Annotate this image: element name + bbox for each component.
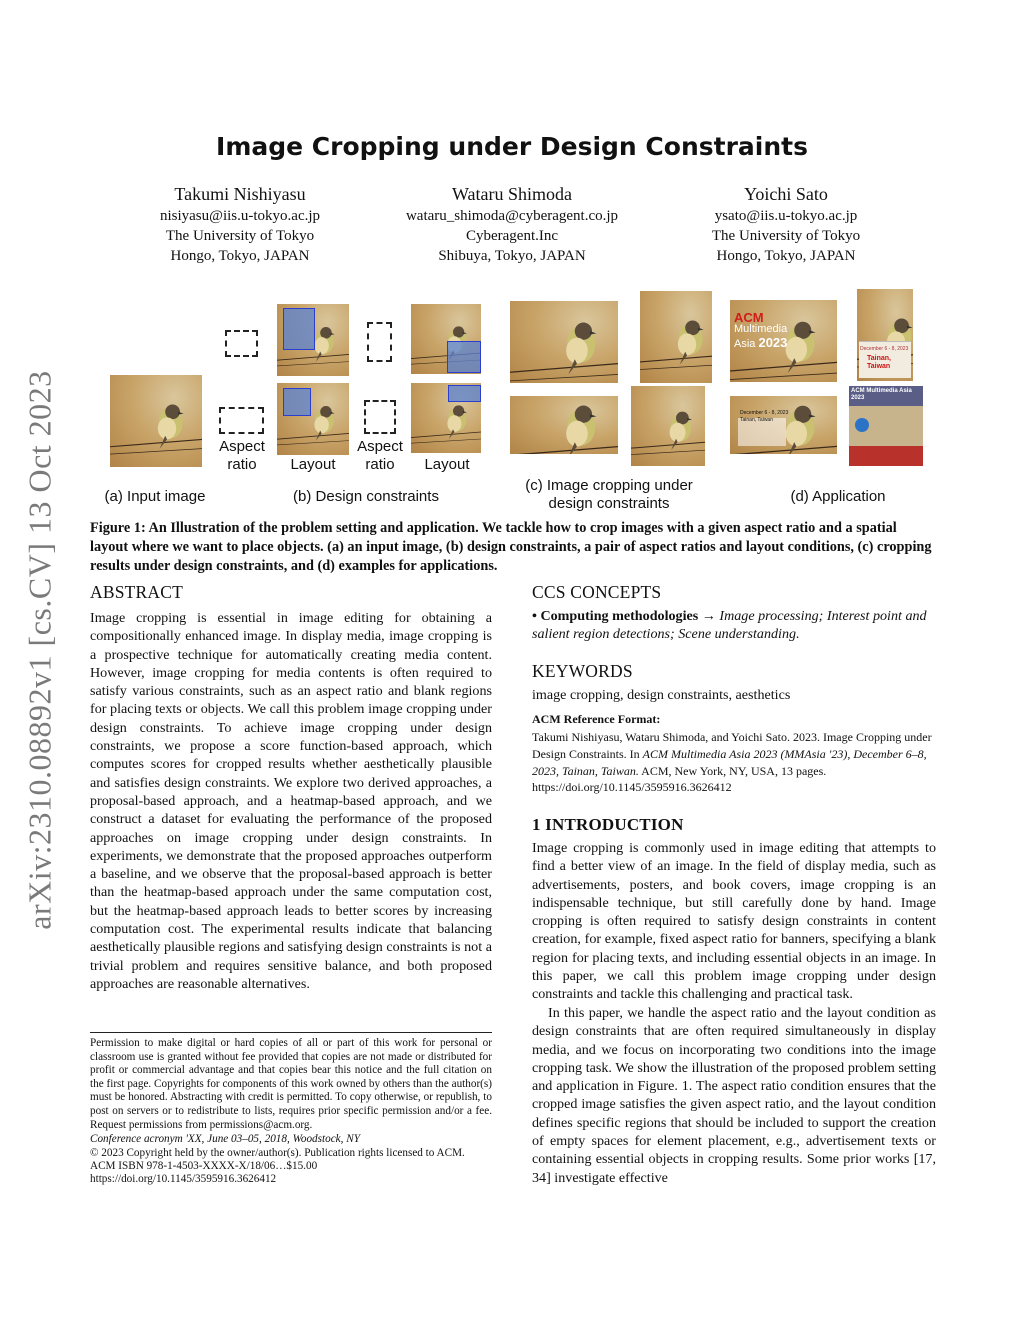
intro-paragraph-1: Image cropping is commonly used in image editing that attempts to find a better view of an image. In the field of display media, such as advertisements, posters, and book covers, image cropping is an indispensable technique, but still carefully done by hand. Image cropping is often required to satisfy design constraints in content creation, for example, fixed aspect ratio for banners, specifying a blank region for placing texts, and including essential objects in an image. In this paper, we call this problem image cropping under design constraints and tackle this challenging and practical task. (532, 840, 936, 1003)
author-email: nisiyasu@iis.u-tokyo.ac.jp (159, 208, 321, 224)
paper-title: Image Cropping under Design Constraints (216, 132, 808, 161)
poster-date-text: December 6 - 8, 2023 (860, 346, 909, 352)
cropped-result (631, 386, 705, 466)
aspect-ratio-box (367, 322, 392, 362)
layout-region (283, 308, 315, 350)
figure-caption: Figure 1: An Illustration of the problem setting and application. We tackle how to crop images with a given aspect ratio and a spatial layout where we want to place objects. (a) an input image, (b) design constraints, a pair of aspect ratios and layout conditions, (c) cropping results under design constraints, and (d) examples for applications. (90, 520, 932, 574)
acm-reference-text: Takumi Nishiyasu, Wataru Shimoda, and Yoichi Sato. 2023. Image Cropping under Design Constraints. In ACM Multimedia Asia 2023 (MMAsia '23), December 6–8, 2023, Tainan, Taiwan. ACM, New York, NY, USA, 13 pages. https://doi.org/10.1145/3595916.3626412 (532, 730, 932, 795)
abstract-text: Image cropping is essential in image editing for obtaining a compositionally enhanced image. In display media, image cropping is a prospective technique for automatically creating media content. However, image cropping for media contents is often required to satisfy various constraints, such as an aspect ratio and blank regions for placing texts or objects. We call this problem image cropping under design constraints. To achieve image cropping under design constraints, we propose a score function-based approach, which computes scores for cropped results whether aesthetically plausible and satisfies design constraints. We explore two derived approaches, a proposal-based approach, and a heatmap-based approach, and we construct a dataset for evaluating the performance of the proposed approaches on image cropping under design constraints. In experiments, we demonstrate that the proposed approaches outperform a baseline, and we observe that the proposal-based approach is better than the heatmap-based approach under the same computation cost, but the heatmap-based approach leads to better scores by increasing computation cost. The experimental results indicate that balancing aesthetically plausible regions and satisfying design constraints is not a trivial problem and requires sensitive balance, and both proposed approaches are reasonable alternatives. (90, 610, 492, 992)
bird-illustration (510, 396, 618, 454)
layout-image (277, 304, 349, 376)
author-name: Yoichi Sato (744, 184, 828, 204)
bird-illustration (110, 375, 202, 467)
ccs-heading: CCS CONCEPTS (532, 582, 662, 602)
author-affiliation: The University of Tokyo (711, 228, 861, 244)
poster-logo-icon (855, 418, 869, 432)
aspect-ratio-box (225, 330, 258, 357)
layout-image (411, 383, 481, 453)
cropped-result (510, 301, 618, 383)
author-name: Wataru Shimoda (451, 184, 573, 204)
aspect-ratio-label: Aspect ratio (219, 438, 265, 473)
cropped-result (640, 291, 712, 383)
isbn-line: ACM ISBN 978-1-4503-XXXX-X/18/06…$15.00 (90, 1160, 318, 1172)
copyright-line: © 2023 Copyright held by the owner/author(s). Publication rights licensed to ACM. (90, 1147, 465, 1159)
author-location: Hongo, Tokyo, JAPAN (170, 248, 310, 264)
poster-multimedia-text: Multimedia (734, 323, 788, 335)
layout-label: Layout (290, 456, 336, 473)
layout-region (448, 385, 481, 402)
poster-place-text: Tainan, Taiwan (867, 355, 891, 370)
author-location: Shibuya, Tokyo, JAPAN (438, 248, 586, 264)
intro-paragraph-2: In this paper, we handle the aspect ratio and the layout condition as design constraints that are often required simultaneously in display media, and we focus on incorporating two conditions into the image cropping task. We show the illustration of the proposed problem setting and application in Figure. 1. The aspect ratio condition ensures that the cropped image satisfies the given aspect ratio, and the layout condition defines specific regions that should be included to support the creation of empty spaces for element placement, e.g., advertisement texts or containing essential objects in cropping results. Some prior works [17, 34] investigate effective (532, 1005, 936, 1186)
author-email: ysato@iis.u-tokyo.ac.jp (714, 208, 858, 224)
application-poster-2 (857, 289, 913, 381)
layout-region (447, 341, 481, 373)
author-email: wataru_shimoda@cyberagent.co.jp (405, 208, 619, 224)
abstract-heading: ABSTRACT (90, 582, 184, 602)
bird-illustration (640, 291, 712, 383)
application-poster-3 (730, 396, 837, 454)
figure-label-c: (c) Image cropping under design constraints (525, 477, 693, 512)
permission-notice: Permission to make digital or hard copies of all or part of this work for personal or classroom use is granted without fee provided that copies are not made or distributed for profit or commercial advantage and that copies bear this notice and the full citation on the first page. Copyrights for components of this work owned by others than the author(s) must be honored. Abstracting with credit is permitted. To copy otherwise, or republish, to post on servers or to redistribute to lists, requires prior specific permission and/or a fee. Request permissions from permissions@acm.org. (90, 1037, 492, 1131)
application-poster-1 (730, 300, 837, 382)
author-block-2 (362, 182, 662, 266)
figure-1 (0, 280, 1024, 520)
cropped-result (510, 396, 618, 454)
author-location: Hongo, Tokyo, JAPAN (716, 248, 856, 264)
application-poster-4 (849, 386, 923, 466)
layout-label: Layout (424, 456, 470, 473)
layout-image (411, 304, 481, 374)
input-image (110, 375, 202, 467)
keywords-text: image cropping, design constraints, aesthetics (532, 687, 791, 703)
arxiv-identifier-text: arXiv:2310.08892v1 [cs.CV] 13 Oct 2023 (21, 370, 58, 930)
aspect-ratio-label: Aspect ratio (357, 438, 403, 473)
layout-image (277, 383, 349, 455)
poster-place-text: Tainan, Taiwan (740, 417, 773, 423)
aspect-ratio-box (364, 400, 396, 434)
ccs-concepts: • Computing methodologies → Image processing; Interest point and salient region detections; Scene understanding. (532, 608, 927, 643)
acm-reference-heading: ACM Reference Format: (532, 712, 661, 726)
figure-label-a: (a) Input image (104, 488, 206, 505)
poster-acm-text: ACM (734, 310, 764, 325)
poster-header-text: ACM Multimedia Asia 2023 (851, 388, 912, 401)
bird-illustration (510, 301, 618, 383)
bird-illustration (631, 386, 705, 466)
author-block-1 (90, 182, 390, 266)
author-affiliation: The University of Tokyo (165, 228, 315, 244)
doi-line: https://doi.org/10.1145/3595916.3626412 (90, 1173, 277, 1185)
author-block-3 (636, 182, 936, 266)
figure-label-d: (d) Application (790, 488, 886, 505)
author-name: Takumi Nishiyasu (174, 184, 306, 204)
layout-region (283, 388, 311, 416)
ccs-items: Image processing; Interest point and salient region detections; Scene understanding. (532, 608, 927, 643)
poster-asia-text: Asia 2023 (734, 335, 788, 350)
conference-line: Conference acronym 'XX, June 03–05, 2018, Woodstock, NY (90, 1133, 360, 1145)
aspect-ratio-box (219, 407, 264, 434)
ccs-bullet: • Computing methodologies (532, 608, 699, 624)
keywords-heading: KEYWORDS (532, 661, 633, 681)
author-affiliation: Cyberagent.Inc (465, 228, 559, 244)
introduction-heading: 1 INTRODUCTION (532, 815, 684, 834)
poster-date-text: December 6 - 8, 2023 (740, 410, 789, 416)
figure-label-b: (b) Design constraints (293, 488, 439, 505)
footnote-divider (90, 1032, 492, 1033)
